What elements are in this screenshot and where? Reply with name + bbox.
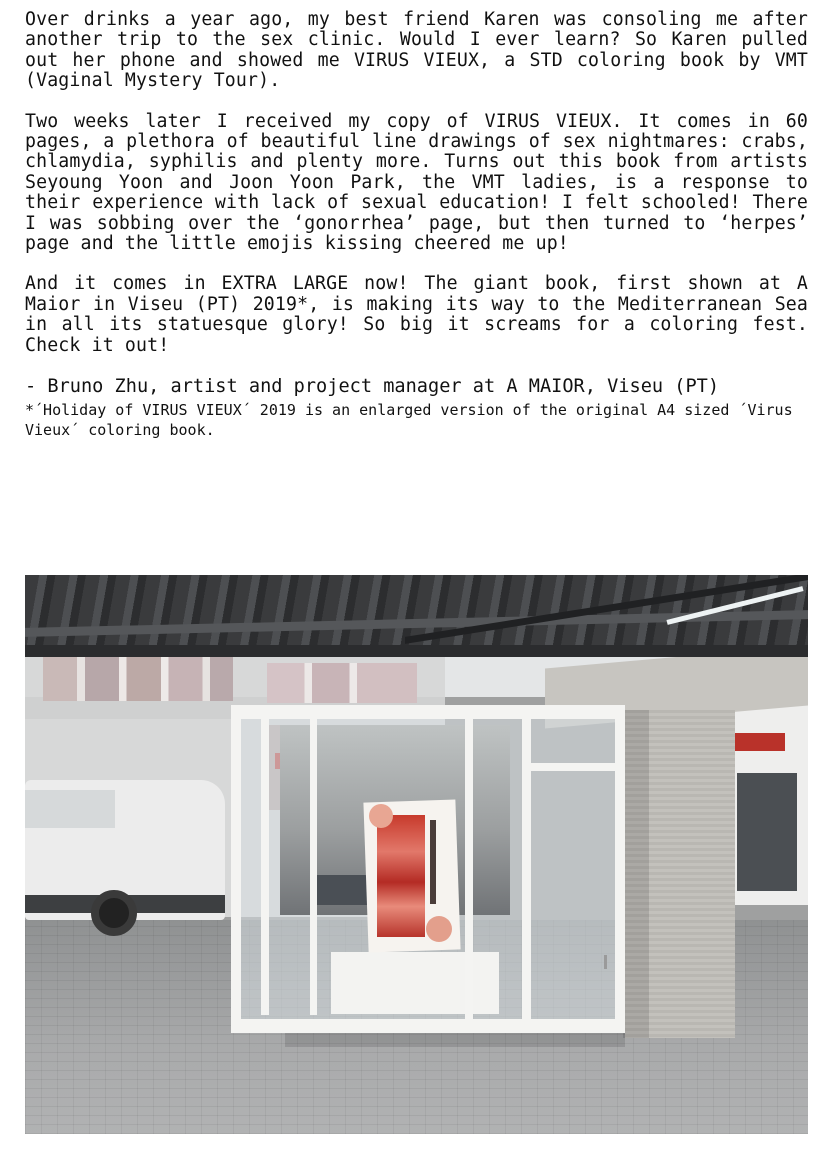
artwork-circle-bottom (426, 916, 452, 942)
display-plinth (331, 952, 499, 1014)
van-wheel (91, 890, 137, 936)
pavilion-mullion (465, 715, 473, 1023)
pavilion-mullion (310, 715, 317, 1015)
pavilion-shadow (285, 1033, 625, 1047)
article-text (25, 10, 808, 440)
pavilion-frame-top (231, 705, 625, 719)
pavilion-frame-bottom (231, 1019, 625, 1033)
author-signature: - Bruno Zhu, artist and project manager at A MAIOR, Viseu (PT) (25, 376, 720, 398)
pavilion-frame-left (231, 715, 241, 1033)
footnote: *´Holiday of VIRUS VIEUX´ 2019 is an enlarged version of the original A4 sized ´Virus Vieux´ coloring book. (25, 401, 793, 440)
artwork-vertical-text (430, 820, 436, 904)
pavilion-mullion (261, 715, 269, 1015)
artwork-circle-top (369, 804, 393, 828)
paragraph-extra-large: And it comes in EXTRA LARGE now! The giant book, first shown at A Maior in Viseu (PT) 2019*, is making its way to the Mediterranean Sea in all its statuesque glory! So big it screams for a coloring fest. Check it out! (25, 273, 808, 356)
door-handle (604, 955, 607, 969)
van-window (25, 790, 115, 828)
right-building-awning (733, 733, 785, 751)
artwork-red-lettering (377, 815, 425, 937)
canopy-rim (25, 645, 808, 657)
exhibition-photo (25, 575, 808, 1134)
paragraph-intro: Over drinks a year ago, my best friend Karen was consoling me after another trip to the sex clinic. Would I ever learn? So Karen pulled out her phone and showed me VIRUS VIEUX, a STD coloring book by VMT (Vaginal Mystery Tour). (25, 9, 808, 92)
pavilion-transom (522, 763, 625, 771)
column-shadow (623, 710, 649, 1038)
right-building-window (737, 773, 797, 891)
pavilion-door-frame (522, 715, 531, 1025)
building-posters-right (267, 663, 417, 703)
paragraph-review: Two weeks later I received my copy of VIRUS VIEUX. It comes in 60 pages, a plethora of beautiful line drawings of sex nightmares: crabs, chlamydia, syphilis and plenty more. Turns out this book from artists Seyoung Yoon and Joon Yoon Park, the VMT ladies, is a response to their experience with lack of sexual education! I felt schooled! There I was sobbing over the ‘gonorrhea’ page, but then turned to ‘herpes’ page and the little emojis kissing cheered me up! (25, 110, 808, 255)
building-posters (43, 655, 233, 701)
